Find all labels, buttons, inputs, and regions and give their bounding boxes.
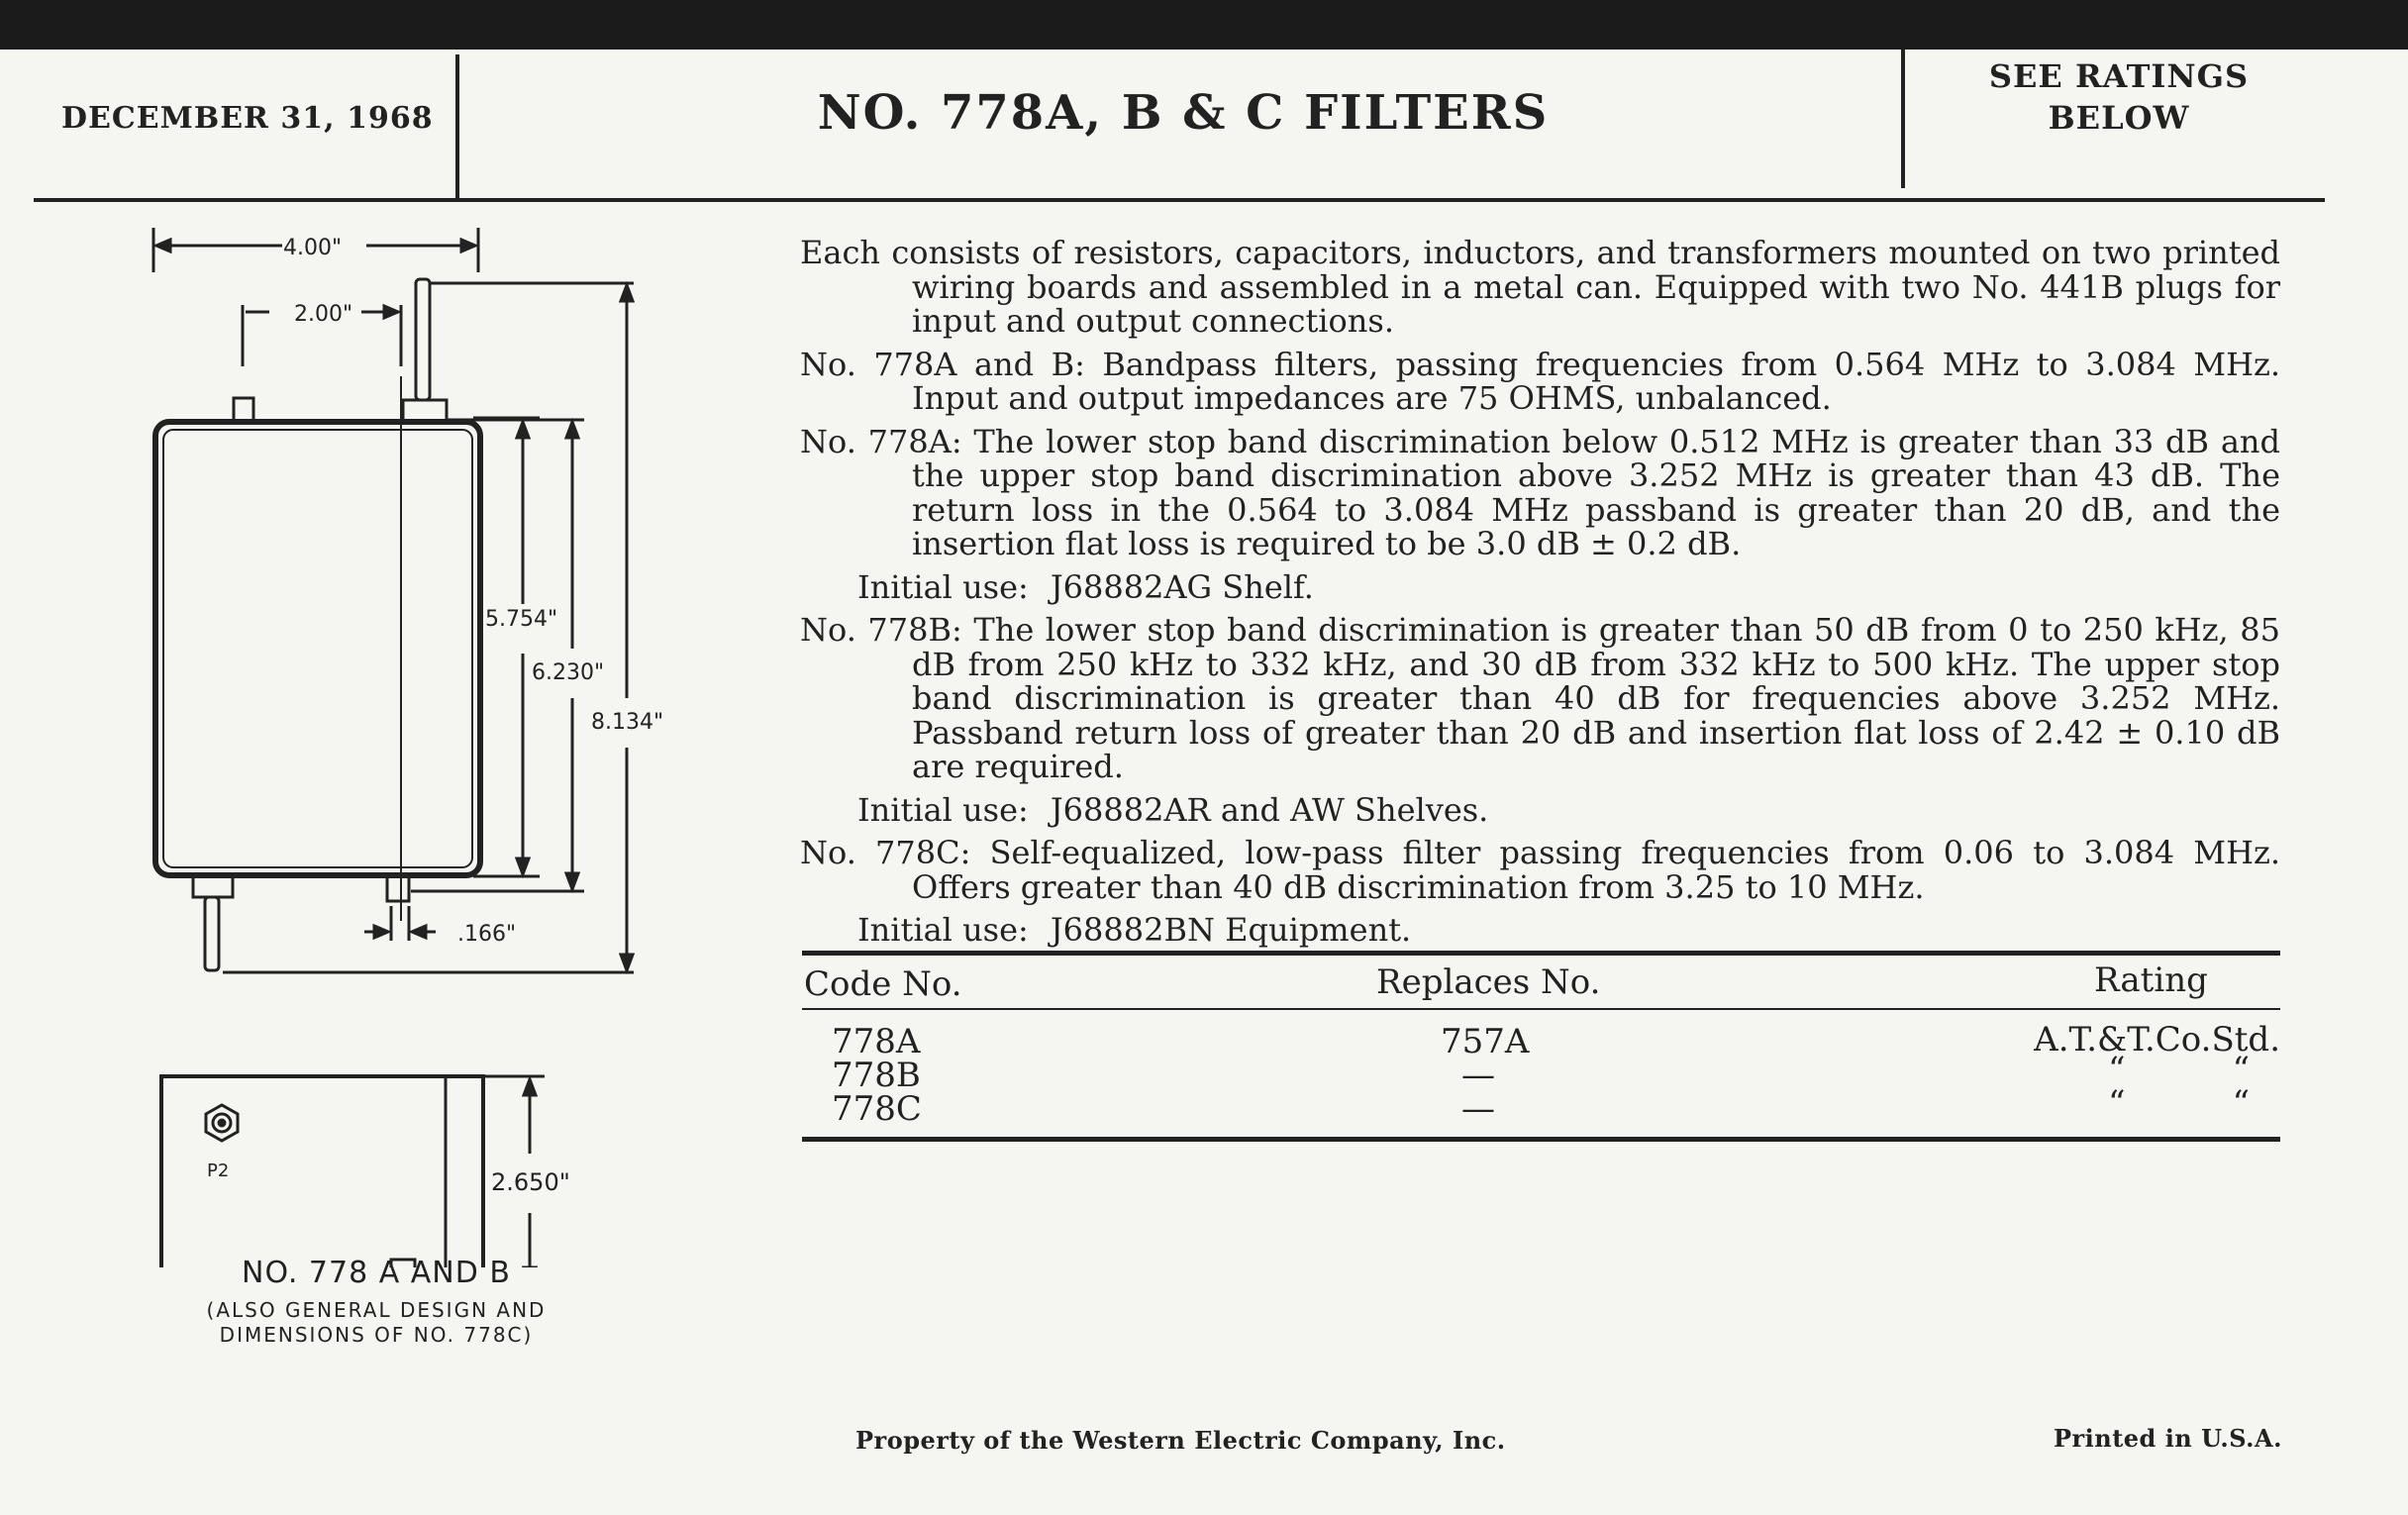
initial-use-label: Initial use: <box>857 790 1029 829</box>
drawing-caption <box>158 1256 594 1348</box>
table-row-rating: “ “ <box>2108 1050 2250 1089</box>
footer-printed: Printed in U.S.A. <box>2053 1424 2282 1453</box>
table-row-replaces: — <box>1461 1056 1495 1095</box>
table-row-replaces: — <box>1461 1089 1495 1129</box>
table-row-rating: “ “ <box>2108 1083 2250 1123</box>
table-bottom-rule <box>802 1137 2280 1142</box>
sheet-date: DECEMBER 31, 1968 <box>61 101 434 136</box>
table-header-rating: Rating <box>2094 960 2208 1000</box>
plug-label: P2 <box>207 1161 230 1181</box>
initial-use-778a <box>857 567 2280 606</box>
dim-width-label: 4.00" <box>283 236 343 260</box>
dim-height-body-label: 5.754" <box>485 607 558 632</box>
desc-778c: No. 778C: Self-equalized, low-pass filter passing frequencies from 0.06 to 3.084 MHz. Offers greater than 40 dB discrimination from 3.25 to 10 MHz. <box>800 834 2280 906</box>
dim-depth-label: 2.650" <box>491 1168 570 1196</box>
initial-use-value: J68882AR and AW Shelves. <box>1050 790 1489 829</box>
spec-sheet-card <box>0 50 2408 1515</box>
table-row-code: 778B <box>832 1056 921 1095</box>
table-header-code: Code No. <box>804 964 962 1004</box>
desc-778b: No. 778B: The lower stop band discrimination is greater than 50 dB from 0 to 250 kHz, 85 dB from 250 kHz to 332 kHz, and 30 dB from 332 kHz to 500 kHz. The upper stop band discrimination is greater than 40 dB for frequencies above 3.252 MHz. Passband return loss of greater than 20 dB and insertion flat loss of 2.42 ± 0.10 dB are required. <box>800 611 2280 785</box>
table-row-code: 778C <box>832 1089 922 1129</box>
dim-height-pins-label: 8.134" <box>591 710 664 735</box>
desc-general: Each consists of resistors, capacitors, inductors, and transformers mounted on two printed wiring boards and assembled in a metal can. Equipped with two No. 441B plugs for input and output connections. <box>800 234 2280 340</box>
table-header-replaces: Replaces No. <box>1376 962 1601 1002</box>
initial-use-value: J68882AG Shelf. <box>1050 567 1314 606</box>
desc-778a: No. 778A: The lower stop band discrimination below 0.512 MHz is greater than 33 dB and the upper stop band discrimination above 3.252 MHz is greater than 43 dB. The return loss in the 0.564 to 3.084 MHz passband is greater than 20 dB, and the insertion flat loss is required to be 3.0 dB ± 0.2 dB. <box>800 422 2280 562</box>
ratings-note-line2: BELOW <box>2048 99 2190 137</box>
table-row-rating: A.T.&T.Co.Std. <box>2034 1020 2280 1060</box>
dim-small-label: .166" <box>457 922 517 947</box>
footer-property: Property of the Western Electric Company, Inc. <box>855 1426 1506 1455</box>
initial-use-value: J68882BN Equipment. <box>1050 911 1412 949</box>
table-header-rule <box>802 1008 2280 1010</box>
caption-line1: NO. 778 A AND B <box>242 1256 511 1290</box>
filter-outline-drawing <box>0 50 752 1267</box>
dim-offset-label: 2.00" <box>294 302 353 327</box>
description-text <box>800 236 2280 957</box>
header-divider-right <box>1901 50 1905 188</box>
initial-use-label: Initial use: <box>857 911 1029 949</box>
initial-use-778c <box>857 913 2280 948</box>
dim-height-overall-label: 6.230" <box>532 660 605 685</box>
desc-778ab: No. 778A and B: Bandpass filters, passing frequencies from 0.564 MHz to 3.084 MHz. Input and output impedances are 75 OHMS, unbalanced. <box>800 345 2280 417</box>
table-row-replaces: 757A <box>1441 1022 1530 1061</box>
ratings-note-line1: SEE RATINGS <box>1988 57 2250 95</box>
table-top-rule <box>802 951 2280 956</box>
initial-use-label: Initial use: <box>857 567 1029 606</box>
ratings-note <box>1911 55 2327 139</box>
table-row-code: 778A <box>832 1022 921 1061</box>
initial-use-778b <box>857 790 2280 829</box>
caption-line2: (ALSO GENERAL DESIGN AND <box>206 1298 547 1322</box>
sheet-title: NO. 778A, B & C FILTERS <box>817 85 1550 141</box>
caption-line3: DIMENSIONS OF NO. 778C) <box>219 1323 534 1347</box>
